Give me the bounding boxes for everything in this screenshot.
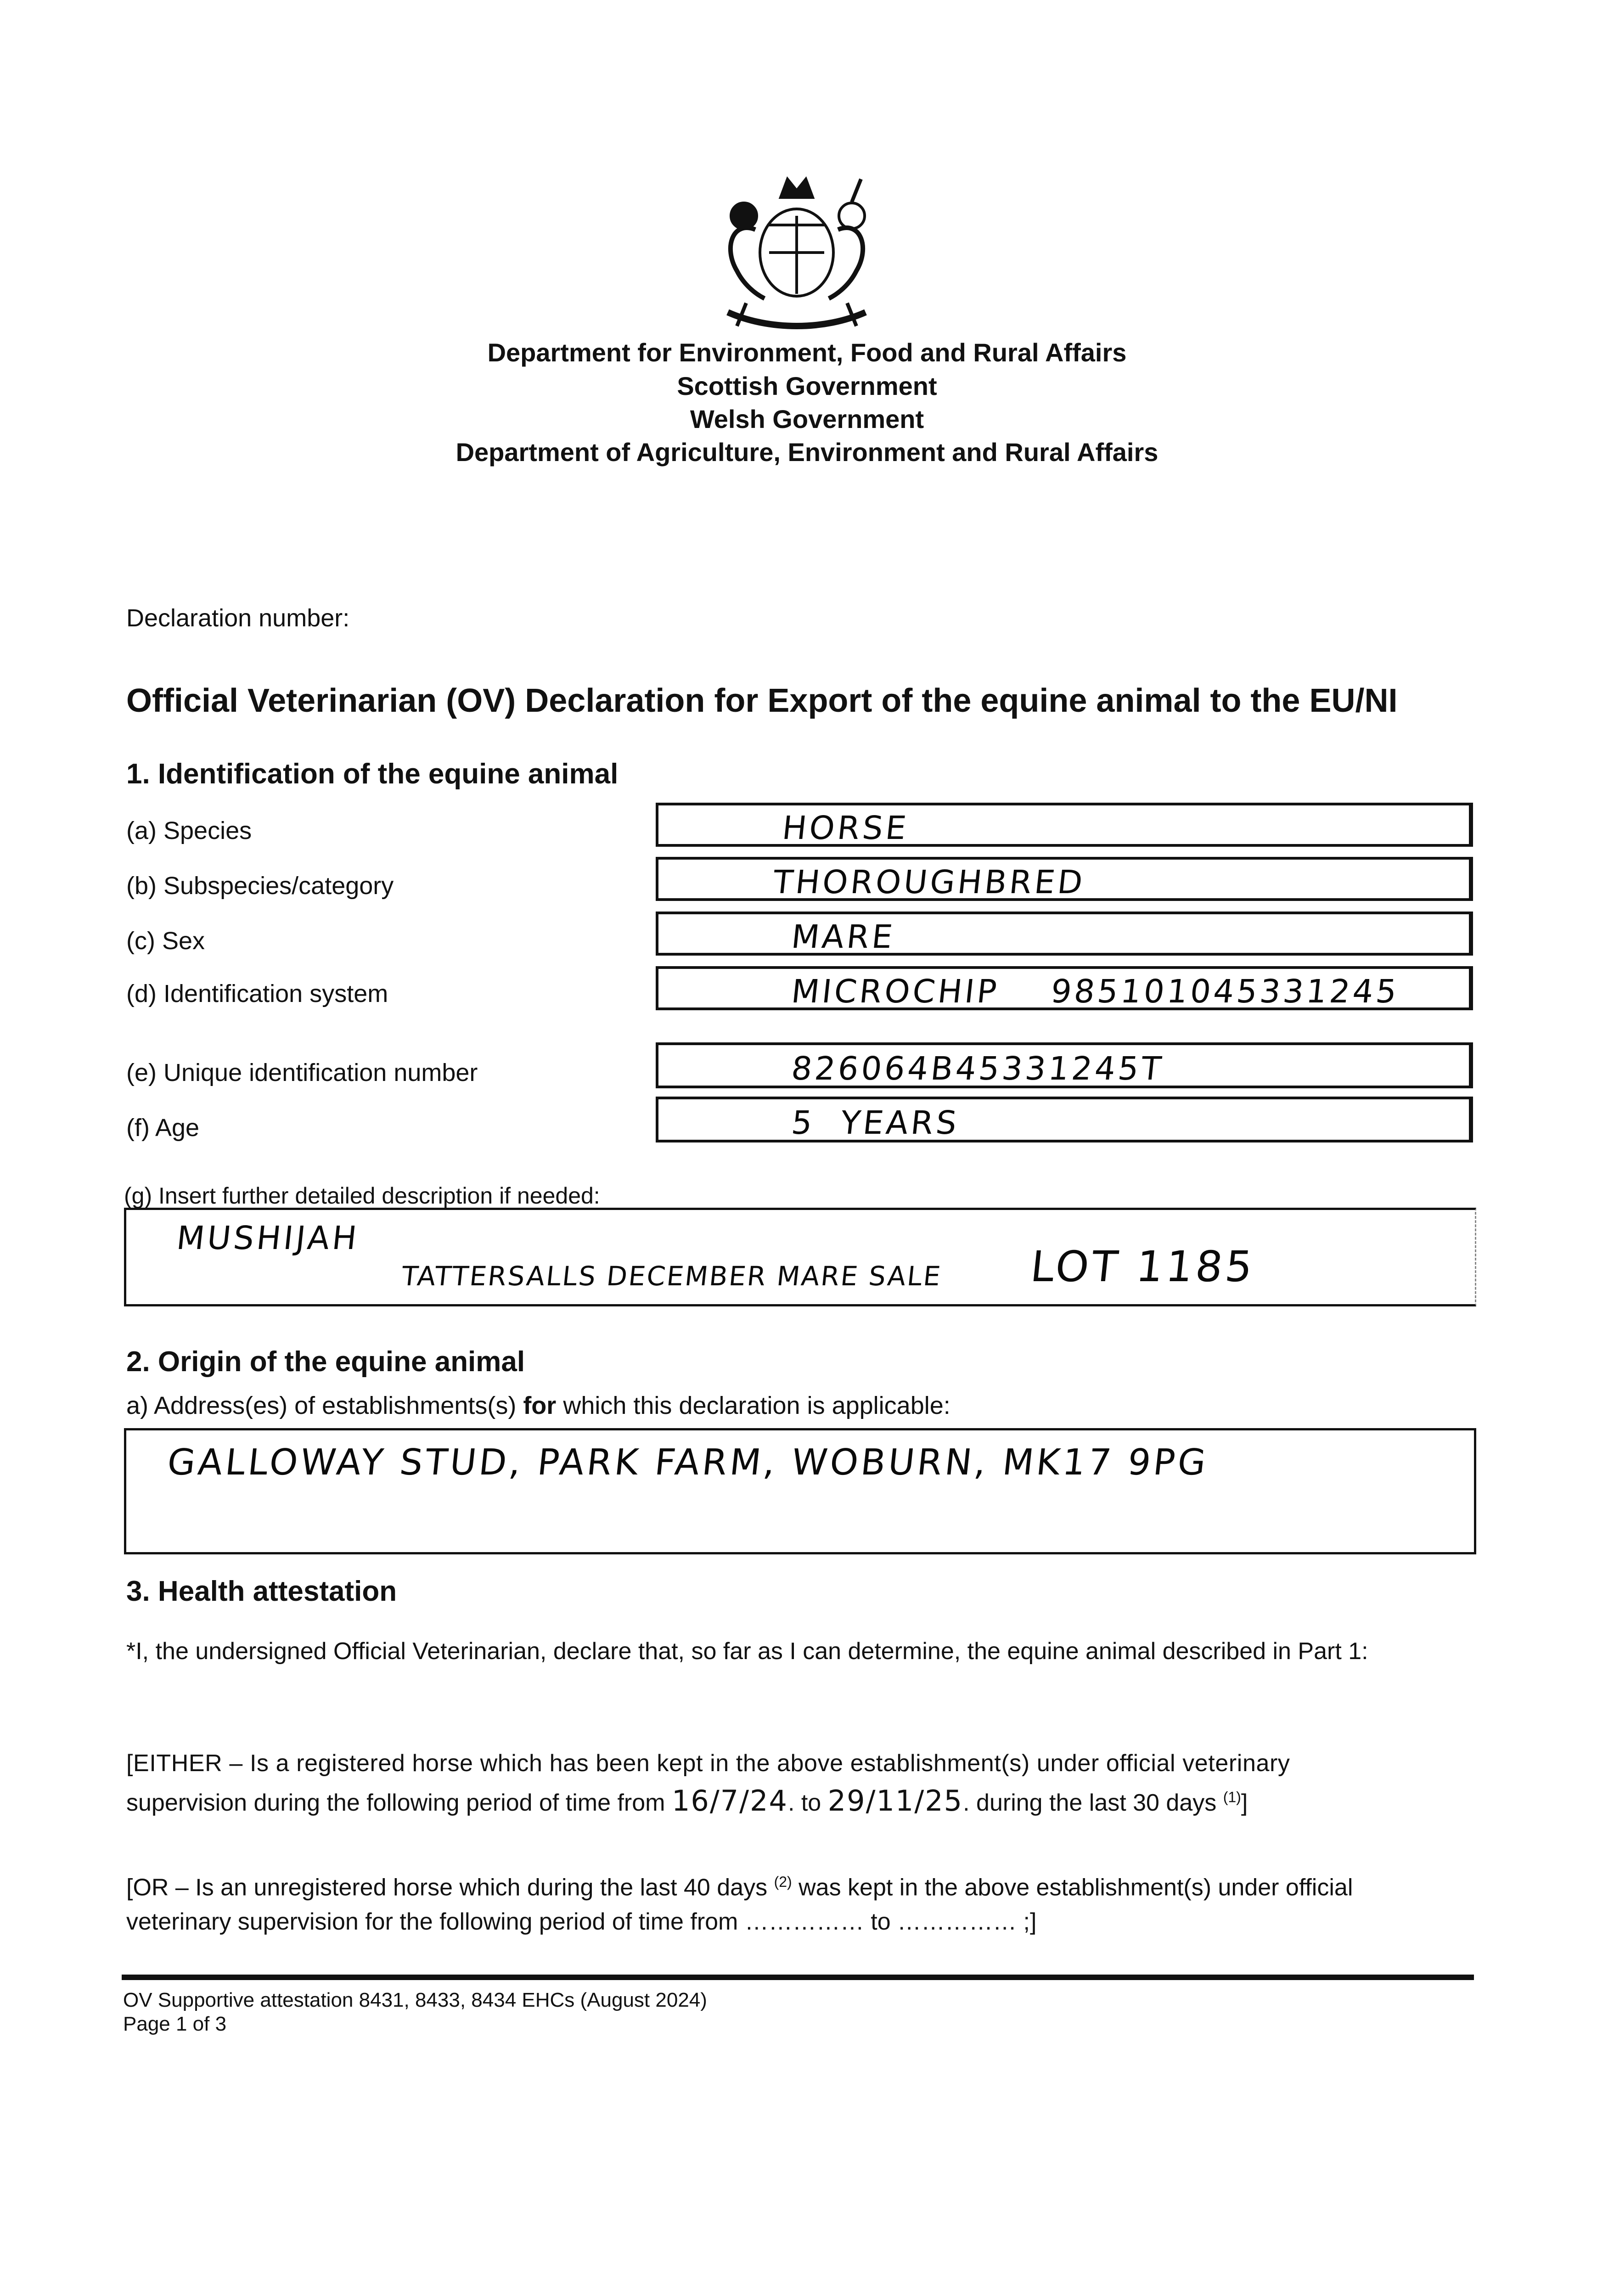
horse-name-value: MUSHIJAH [174,1219,361,1257]
footer-divider [122,1975,1474,1980]
page-title: Official Veterinarian (OV) Declaration for Export of the equine animal to the EU/NI [126,682,1398,719]
identification-system-label: (d) Identification system [126,980,388,1007]
department-scottish-gov: Scottish Government [677,371,937,400]
address-box[interactable] [124,1428,1476,1554]
subspecies-label: (b) Subspecies/category [126,872,394,900]
department-defra: Department for Environment, Food and Rural Affairs [487,338,1127,367]
footer-attestation: OV Supportive attestation 8431, 8433, 8434 EHCs (August 2024) [123,1989,707,2011]
subspecies-field[interactable] [656,857,1473,901]
unique-id-label: (e) Unique identification number [126,1059,478,1086]
address-label: a) Address(es) of establishments(s) for which this declaration is applicable: [126,1392,950,1419]
either-from-date: 16/7/24 [671,1784,788,1818]
declaration-number-label: Declaration number: [126,604,350,632]
sex-label: (c) Sex [126,927,205,955]
species-field[interactable] [656,803,1473,847]
sex-field[interactable] [656,912,1473,956]
identification-system-field[interactable] [656,966,1473,1010]
either-clause-line2: supervision during the following period of time from 16/7/24. to 29/11/25. during the last 30 days $^{(1)}$] [126,1784,1248,1818]
department-daera: Department of Agriculture, Environment and Rural Affairs [456,438,1158,467]
age-label: (f) Age [126,1114,200,1142]
identification-system-value: MICROCHIP 985101045331245 [789,973,1401,1010]
health-intro: *I, the undersigned Official Veterinarian, declare that, so far as I can determine, the equine animal described in Part 1: [126,1638,1368,1665]
or-clause-line1: [OR – Is an unregistered horse which during the last 40 days $^{(2)}$ was kept in the above establishment(s) under official [126,1874,1353,1901]
age-value: 5 YEARS [789,1104,962,1142]
address-value: GALLOWAY STUD, PARK FARM, WOBURN, MK17 9PG [165,1442,1211,1483]
lot-number-value: LOT 1185 [1028,1242,1258,1291]
or-clause-line2: veterinary supervision for the following period of time from …………… to …………… ;] [126,1908,1037,1935]
unique-id-field[interactable] [656,1042,1473,1088]
species-label: (a) Species [126,817,252,844]
subspecies-value: THOROUGHBRED [771,863,1087,901]
sale-description-value: TATTERSALLS DECEMBER MARE SALE [400,1261,944,1292]
species-value: HORSE [780,809,911,847]
age-field[interactable] [656,1097,1473,1142]
section1-heading: 1. Identification of the equine animal [126,758,619,790]
unique-id-value: 826064B45331245T [789,1050,1166,1087]
department-welsh-gov: Welsh Government [690,405,924,433]
royal-coat-of-arms-icon [700,165,893,340]
either-clause-line1: [EITHER – Is a registered horse which has been kept in the above establishment(s) under official veterinary [126,1750,1290,1777]
sex-value: MARE [789,918,897,956]
section3-heading: 3. Health attestation [126,1576,397,1607]
further-description-box[interactable] [124,1208,1476,1306]
either-to-date: 29/11/25 [827,1784,963,1818]
page-number: Page 1 of 3 [123,2013,227,2035]
further-description-label: (g) Insert further detailed description if needed: [124,1183,600,1209]
section2-heading: 2. Origin of the equine animal [126,1346,525,1378]
